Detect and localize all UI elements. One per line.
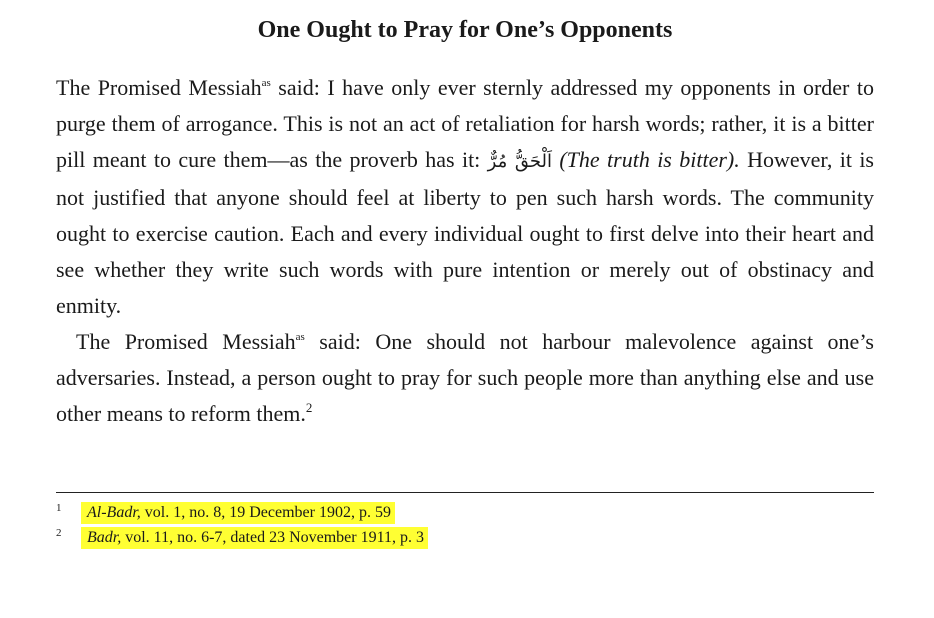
paragraph-1 — [56, 70, 874, 324]
arabic-proverb: اَلْحَقُّ مُرٌّ — [487, 151, 552, 172]
footnote-item — [56, 500, 874, 525]
footnotes — [56, 500, 874, 550]
footnote-detail: vol. 11, no. 6-7, dated 23 November 1911, p. 3 — [121, 529, 424, 546]
body-text — [56, 70, 874, 432]
paragraph-1-middle: said: I have only ever sternly addressed my opponents in order to purge them of arrogance. This is not an act of retaliation for harsh words; rather, it is a bitter pill meant to cure them—as the proverb has it: — [56, 75, 874, 172]
honorific-superscript: as — [295, 331, 305, 343]
document-page — [56, 0, 874, 618]
paragraph-2 — [56, 324, 874, 432]
footnote-text — [81, 502, 395, 524]
footnote-divider — [56, 492, 874, 493]
footnote-source: Al-Badr, — [87, 504, 141, 521]
footnote-text — [81, 527, 428, 549]
honorific-superscript: as — [261, 77, 271, 89]
paragraph-1-end: However, it is not justified that anyone should feel at liberty to pen such harsh words. The community ought to exercise caution. Each and every individual ought to first delve into their heart and see whether they write such words with pure intention or merely out of obstinacy and enmity. — [56, 147, 874, 318]
footnote-detail: vol. 1, no. 8, 19 December 1902, p. 59 — [140, 504, 391, 521]
footnote-number: 2 — [56, 527, 62, 539]
paragraph-2-body: said: One should not harbour malevolence against one’s adversaries. Instead, a person ought to pray for such people more than anything else and use other means to reform them. — [56, 329, 874, 426]
footnote-reference[interactable]: 2 — [305, 400, 313, 415]
proverb-translation: (The truth is bitter). — [551, 147, 740, 172]
footnote-item — [56, 525, 874, 550]
section-heading: One Ought to Pray for One’s Opponents — [257, 17, 673, 43]
paragraph-2-start: The Promised Messiah — [76, 329, 296, 354]
footnote-source: Badr, — [87, 529, 122, 546]
footnote-number: 1 — [56, 502, 62, 514]
paragraph-1-start: The Promised Messiah — [56, 75, 262, 100]
